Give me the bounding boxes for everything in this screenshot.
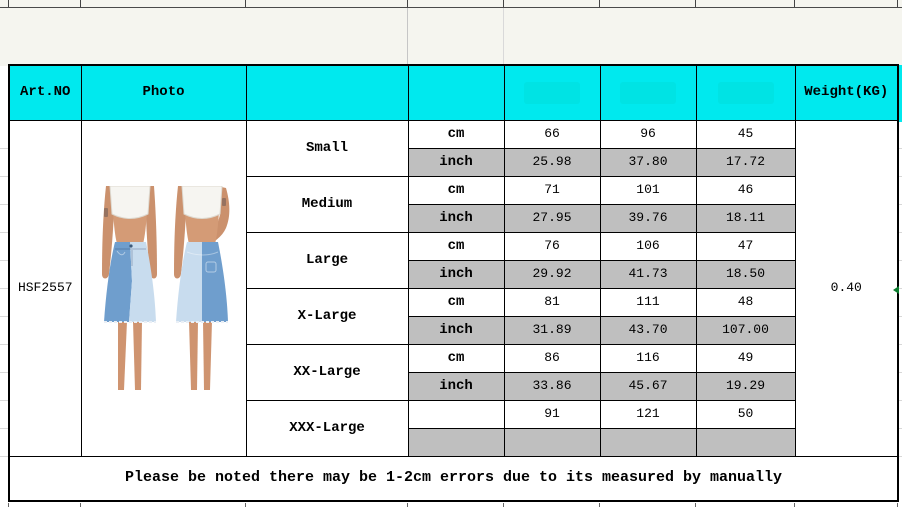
- unit-cell[interactable]: cm: [408, 121, 504, 149]
- ghost-column-line: [407, 8, 408, 66]
- weight-value[interactable]: 0.40: [795, 121, 898, 457]
- gridline-tick: [8, 0, 9, 7]
- photo-header[interactable]: Photo: [81, 65, 246, 121]
- unit-cell[interactable]: cm: [408, 233, 504, 261]
- measure-cell[interactable]: [696, 429, 795, 457]
- measure-cell[interactable]: 106: [600, 233, 696, 261]
- gridline-tick: [695, 503, 696, 507]
- gridline-tick: [794, 0, 795, 7]
- measure-cell[interactable]: 46: [696, 177, 795, 205]
- measure-cell[interactable]: 91: [504, 401, 600, 429]
- size-chart-table: [8, 64, 899, 502]
- product-photo: [82, 186, 246, 391]
- gridline-tick: [897, 503, 898, 507]
- measure-cell[interactable]: [600, 429, 696, 457]
- gridline-tick: [407, 0, 408, 7]
- measure-cell[interactable]: 48: [696, 289, 795, 317]
- measure-cell[interactable]: 116: [600, 345, 696, 373]
- size-column-header[interactable]: [246, 65, 408, 121]
- measure-cell[interactable]: 111: [600, 289, 696, 317]
- measure-cell[interactable]: 31.89: [504, 317, 600, 345]
- measure-cell[interactable]: 19.29: [696, 373, 795, 401]
- measure-cell[interactable]: 33.86: [504, 373, 600, 401]
- hidden-measure-header[interactable]: [696, 65, 795, 121]
- gridline-tick: [407, 503, 408, 507]
- measure-cell[interactable]: 18.11: [696, 205, 795, 233]
- left-margin-gridlines: [0, 121, 8, 459]
- measure-cell[interactable]: 49: [696, 345, 795, 373]
- table-row: [9, 457, 898, 502]
- gridline-tick: [695, 0, 696, 7]
- measure-cell[interactable]: 17.72: [696, 149, 795, 177]
- measure-cell[interactable]: 96: [600, 121, 696, 149]
- faint-text-blob: [524, 82, 580, 104]
- art-no-header[interactable]: Art.NO: [9, 65, 81, 121]
- measure-cell[interactable]: 71: [504, 177, 600, 205]
- size-label[interactable]: X-Large: [246, 289, 408, 345]
- ghost-column-line: [503, 8, 504, 66]
- faint-text-blob: [620, 82, 676, 104]
- measure-cell[interactable]: 50: [696, 401, 795, 429]
- gridline-tick: [8, 503, 9, 507]
- gridline-tick: [599, 503, 600, 507]
- top-blank-band: [0, 0, 902, 66]
- faint-text-blob: [718, 82, 774, 104]
- measure-cell[interactable]: [504, 429, 600, 457]
- gridline-tick: [245, 0, 246, 7]
- unit-cell[interactable]: cm: [408, 289, 504, 317]
- comment-marker: [893, 286, 899, 294]
- unit-cell[interactable]: [408, 401, 504, 429]
- size-label[interactable]: Large: [246, 233, 408, 289]
- size-label[interactable]: XX-Large: [246, 345, 408, 401]
- measure-cell[interactable]: 76: [504, 233, 600, 261]
- hidden-measure-header[interactable]: [504, 65, 600, 121]
- measure-cell[interactable]: 81: [504, 289, 600, 317]
- measure-cell[interactable]: 107.00: [696, 317, 795, 345]
- measure-cell[interactable]: 45.67: [600, 373, 696, 401]
- measure-cell[interactable]: 45: [696, 121, 795, 149]
- gridline-tick: [897, 0, 898, 7]
- unit-cell[interactable]: [408, 429, 504, 457]
- measure-cell[interactable]: 43.70: [600, 317, 696, 345]
- size-label[interactable]: Small: [246, 121, 408, 177]
- measure-cell[interactable]: 41.73: [600, 261, 696, 289]
- unit-cell[interactable]: inch: [408, 149, 504, 177]
- unit-cell[interactable]: inch: [408, 261, 504, 289]
- unit-column-header[interactable]: [408, 65, 504, 121]
- art-no-value[interactable]: HSF2557: [9, 121, 81, 457]
- measure-cell[interactable]: 47: [696, 233, 795, 261]
- weight-header[interactable]: Weight(KG): [795, 65, 898, 121]
- table-header-row: [9, 65, 898, 121]
- unit-cell[interactable]: inch: [408, 317, 504, 345]
- gridline-tick: [794, 503, 795, 507]
- measure-cell[interactable]: 18.50: [696, 261, 795, 289]
- gridline-tick: [80, 0, 81, 7]
- gridline-tick: [599, 0, 600, 7]
- measure-cell[interactable]: 29.92: [504, 261, 600, 289]
- unit-cell[interactable]: cm: [408, 345, 504, 373]
- measure-cell[interactable]: 25.98: [504, 149, 600, 177]
- measure-cell[interactable]: 39.76: [600, 205, 696, 233]
- gridline-tick: [80, 503, 81, 507]
- measure-cell[interactable]: 101: [600, 177, 696, 205]
- denim-skirt-models-illustration: [89, 186, 239, 391]
- gridline-tick: [503, 0, 504, 7]
- unit-cell[interactable]: cm: [408, 177, 504, 205]
- measurement-note: Please be noted there may be 1-2cm errors due to its measured by manually: [9, 457, 898, 502]
- unit-cell[interactable]: inch: [408, 373, 504, 401]
- top-gridline: [0, 7, 902, 8]
- gridline-tick: [245, 503, 246, 507]
- measure-cell[interactable]: 121: [600, 401, 696, 429]
- measure-cell[interactable]: 27.95: [504, 205, 600, 233]
- hidden-measure-header[interactable]: [600, 65, 696, 121]
- gridline-tick: [503, 503, 504, 507]
- size-label[interactable]: Medium: [246, 177, 408, 233]
- unit-cell[interactable]: inch: [408, 205, 504, 233]
- size-label[interactable]: XXX-Large: [246, 401, 408, 457]
- product-photo-cell[interactable]: [81, 121, 246, 457]
- measure-cell[interactable]: 66: [504, 121, 600, 149]
- measure-cell[interactable]: 37.80: [600, 149, 696, 177]
- measure-cell[interactable]: 86: [504, 345, 600, 373]
- table-row: [9, 121, 898, 149]
